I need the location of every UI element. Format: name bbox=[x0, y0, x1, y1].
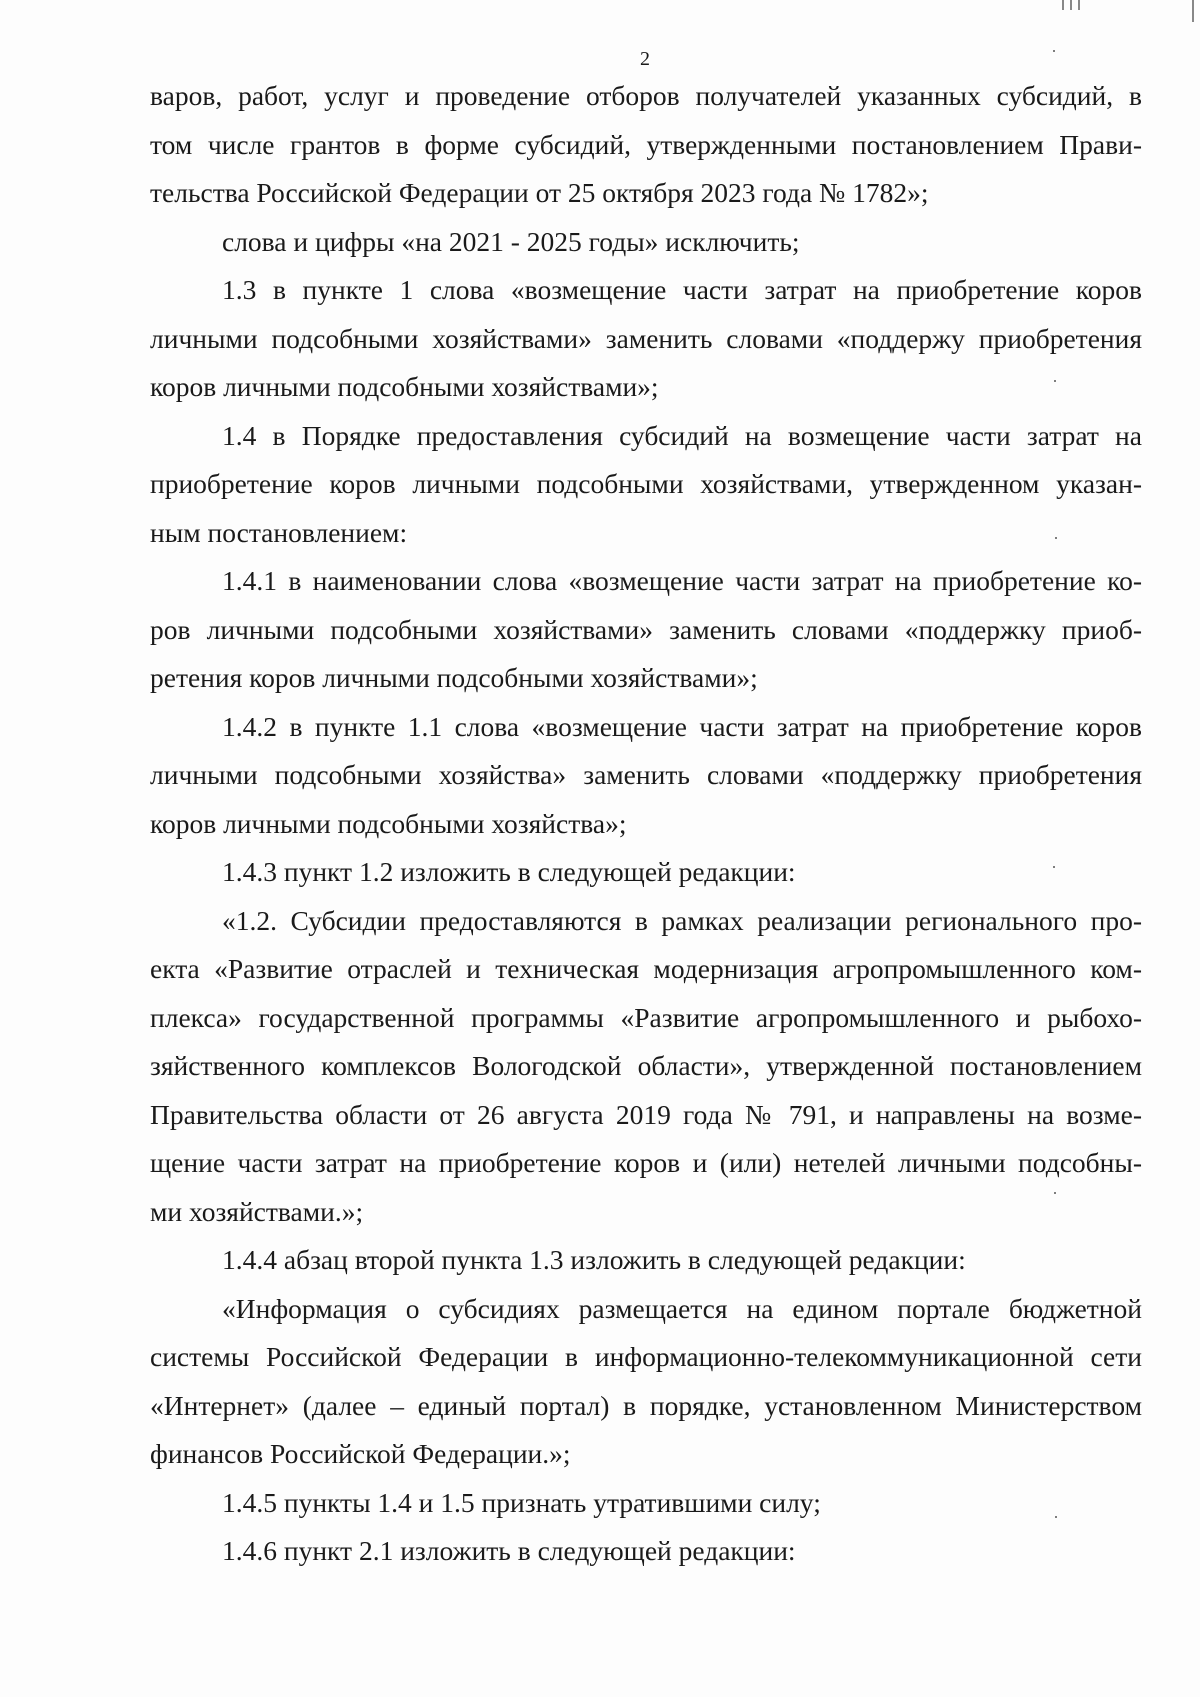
text-line: «Информация о субсидиях размещается на едином портале бюджетной bbox=[222, 1292, 1142, 1324]
text-line: «Интернет» (далее – единый портал) в порядке, установленном Министерством bbox=[150, 1389, 1142, 1421]
paragraph bbox=[150, 266, 1142, 412]
scan-speck bbox=[1054, 380, 1056, 382]
text-line: коров личными подсобными хозяйства»; bbox=[150, 807, 627, 839]
paragraph bbox=[150, 1527, 1142, 1576]
paragraph bbox=[150, 897, 1142, 1237]
page-number: 2 bbox=[640, 48, 650, 70]
scan-speck bbox=[1055, 1516, 1057, 1518]
text-line: зяйственного комплексов Вологодской области», утвержденной постановлением bbox=[150, 1050, 1142, 1081]
text-line: ров личными подсобными хозяйствами» заменить словами «поддержку приоб- bbox=[150, 613, 1142, 645]
scan-edge-mark bbox=[1192, 0, 1194, 22]
text-line: личными подсобными хозяйствами» заменить словами «поддержу приобретения bbox=[150, 322, 1142, 354]
text-line: личными подсобными хозяйства» заменить словами «поддержку приобретения bbox=[150, 759, 1142, 790]
scan-edge-mark bbox=[1078, 0, 1080, 10]
text-line: приобретение коров личными подсобными хозяйствами, утвержденном указан- bbox=[150, 468, 1142, 499]
text-line: екта «Развитие отраслей и техническая модернизация агропромышленного ком- bbox=[150, 953, 1142, 984]
paragraph bbox=[150, 218, 1142, 267]
paragraph bbox=[150, 848, 1142, 897]
text-line: Правительства области от 26 августа 2019 года № 791, и направлены на возме- bbox=[150, 1098, 1142, 1130]
scan-edge-mark bbox=[1070, 0, 1072, 10]
text-line: 1.4 в Порядке предоставления субсидий на возмещение части затрат на bbox=[222, 419, 1142, 451]
document-body bbox=[150, 72, 1142, 1576]
text-line: 1.4.4 абзац второй пункта 1.3 изложить в следующей редакции: bbox=[222, 1244, 966, 1275]
text-line: системы Российской Федерации в информационно-телекоммуникационной сети bbox=[150, 1341, 1142, 1372]
text-line: щение части затрат на приобретение коров и (или) нетелей личными подсобны- bbox=[150, 1147, 1142, 1178]
text-line: 1.4.1 в наименовании слова «возмещение части затрат на приобретение ко- bbox=[222, 565, 1142, 596]
scan-edge-mark bbox=[1062, 0, 1064, 10]
text-line: том числе грантов в форме субсидий, утвержденными постановлением Прави- bbox=[150, 128, 1142, 160]
text-line: 1.4.5 пункты 1.4 и 1.5 признать утратившими силу; bbox=[222, 1486, 821, 1518]
text-line: варов, работ, услуг и проведение отборов получателей указанных субсидий, в bbox=[150, 80, 1142, 111]
text-line: тельства Российской Федерации от 25 октября 2023 года № 1782»; bbox=[150, 177, 929, 208]
scan-speck bbox=[1055, 537, 1057, 539]
text-line: плекса» государственной программы «Развитие агропромышленного и рыбохо- bbox=[150, 1001, 1142, 1033]
paragraph bbox=[150, 1236, 1142, 1285]
paragraph bbox=[150, 1479, 1142, 1528]
text-line: 1.4.3 пункт 1.2 изложить в следующей редакции: bbox=[222, 856, 796, 887]
text-line: коров личными подсобными хозяйствами»; bbox=[150, 371, 659, 402]
scan-speck bbox=[1053, 866, 1055, 868]
text-line: ми хозяйствами.»; bbox=[150, 1195, 364, 1227]
text-line: 1.4.2 в пункте 1.1 слова «возмещение части затрат на приобретение коров bbox=[222, 710, 1142, 742]
text-line: финансов Российской Федерации.»; bbox=[150, 1438, 571, 1469]
text-line: 1.4.6 пункт 2.1 изложить в следующей редакции: bbox=[222, 1535, 796, 1566]
text-line: 1.3 в пункте 1 слова «возмещение части затрат на приобретение коров bbox=[222, 274, 1142, 305]
text-line: ретения коров личными подсобными хозяйствами»; bbox=[150, 662, 758, 693]
text-line: ным постановлением: bbox=[150, 516, 408, 548]
text-line: «1.2. Субсидии предоставляются в рамках реализации регионального про- bbox=[222, 904, 1142, 936]
paragraph bbox=[150, 72, 1142, 218]
scan-speck bbox=[1054, 1192, 1056, 1194]
paragraph bbox=[150, 703, 1142, 849]
text-line: слова и цифры «на 2021 - 2025 годы» исключить; bbox=[222, 225, 800, 257]
scan-speck bbox=[1053, 50, 1055, 52]
paragraph bbox=[150, 557, 1142, 703]
paragraph bbox=[150, 412, 1142, 558]
paragraph bbox=[150, 1285, 1142, 1479]
